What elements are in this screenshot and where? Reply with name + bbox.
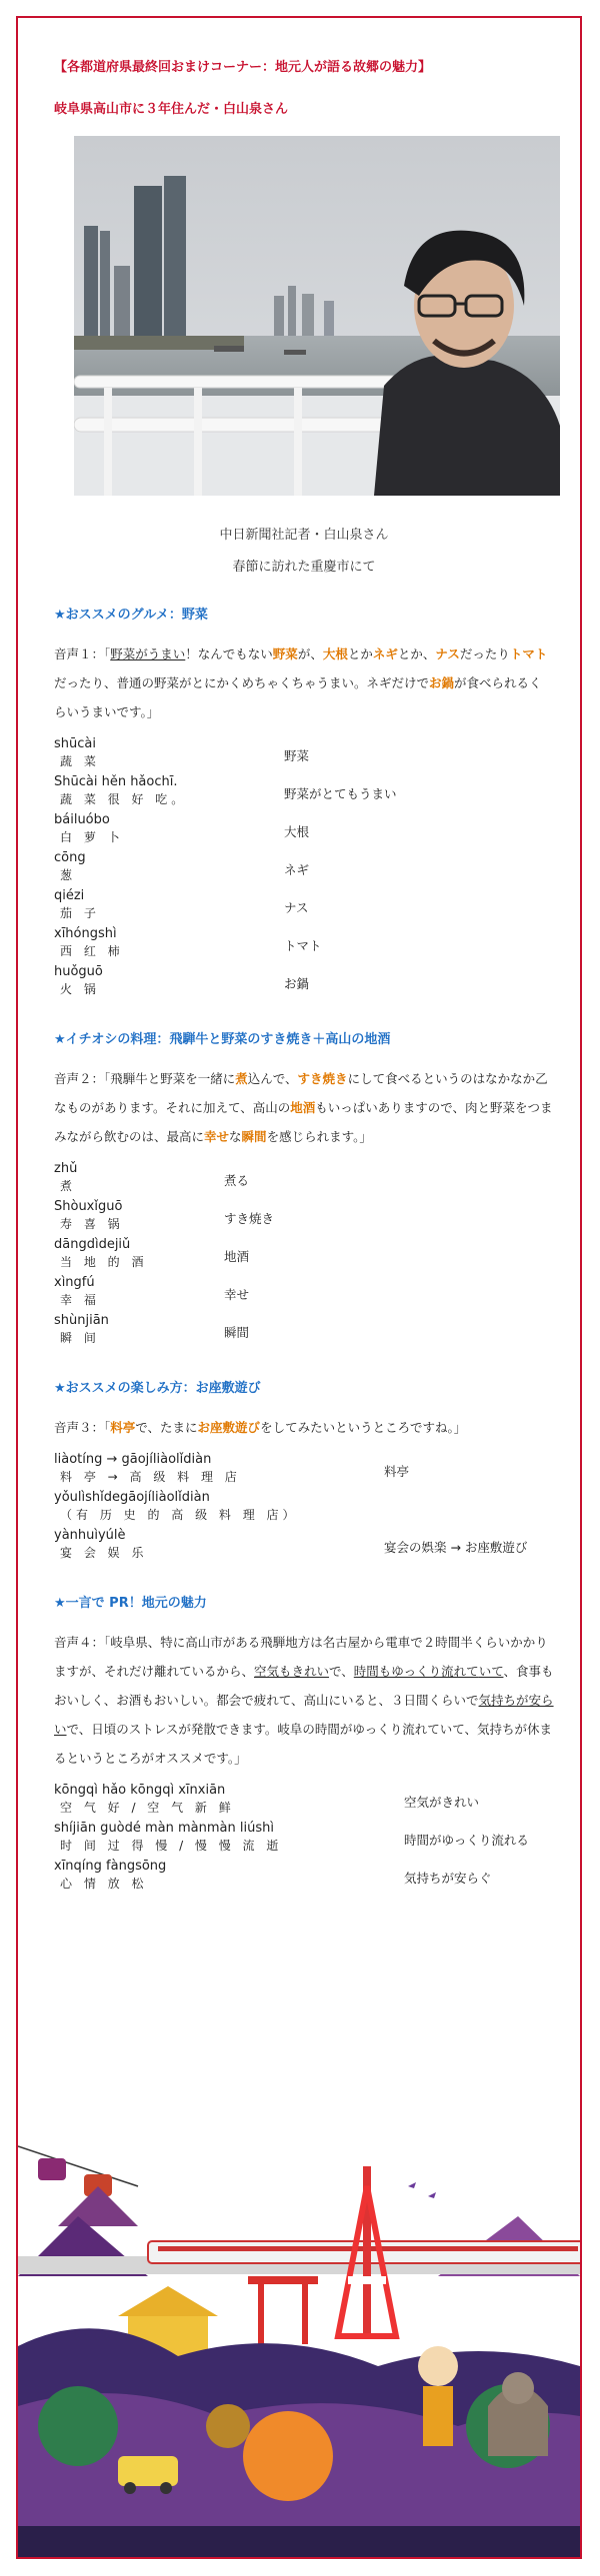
vocab-row — [54, 1452, 554, 1490]
underlined-phrase: 野菜がうまい — [110, 646, 186, 661]
highlight-word: 地酒 — [290, 1100, 316, 1115]
vocab-list-2 — [54, 1161, 554, 1351]
paragraph-text: もいっぱいありますので、 — [315, 1100, 466, 1115]
vocab-chinese: 寿 喜 锅 — [60, 1217, 124, 1231]
vocab-pinyin: xìngfú — [54, 1275, 95, 1290]
vocab-pinyin: shíjiān guòdé màn mànmàn liúshì — [54, 1821, 274, 1836]
highlight-word: 大根 — [322, 646, 348, 661]
vocab-chinese: 幸 福 — [60, 1293, 100, 1307]
underlined-phrase: いて — [478, 1664, 504, 1679]
vocab-chinese: 空 气 好 / 空 气 新 鲜 — [60, 1801, 235, 1815]
vocab-chinese: （有 历 史 的 高 级 料 理 店） — [60, 1508, 299, 1522]
highlight-word: すき焼き — [297, 1071, 348, 1086]
vocab-pinyin: yànhuìyúlè — [54, 1528, 126, 1543]
vocab-row — [54, 1313, 554, 1351]
vocab-pinyin: Shòuxǐguō — [54, 1199, 123, 1214]
section-title-pr: ★一言で PR！地元の魅力 — [54, 1596, 207, 1611]
paragraph-text: とか — [347, 646, 373, 661]
vocab-list-4 — [54, 1783, 554, 1897]
paragraph-text: 、食事もおいしく、お酒もおいしい。都会で疲れて、高山にいると、３日間くらい — [54, 1664, 554, 1708]
highlight-word: トマト — [509, 646, 548, 661]
vocab-japanese: ナス — [284, 900, 309, 915]
vocab-row — [54, 888, 554, 926]
vocab-chinese: 茄 子 — [60, 906, 100, 920]
paragraph-text: で — [466, 1693, 479, 1708]
vocab-pinyin: kōngqì hǎo kōngqì xīnxiān — [54, 1783, 226, 1798]
vocab-row — [54, 1783, 554, 1821]
vocab-list-1 — [54, 736, 554, 1002]
audio-paragraph-2 — [54, 1064, 554, 1151]
section-title-dish: ★イチオシの料理：飛騨牛と野菜のすき焼き＋高山の地酒 — [54, 1032, 391, 1047]
paragraph-text: ！なんでもない — [185, 646, 273, 661]
highlight-word: お座敷遊び — [197, 1420, 261, 1435]
highlight-word: 幸せ — [204, 1129, 230, 1144]
vocab-row — [54, 1859, 554, 1897]
paragraph-text: なかなか乙なものがあります。それに加えて、高山の — [54, 1071, 548, 1115]
vocab-japanese: 瞬間 — [224, 1325, 250, 1340]
highlight-word: 野菜 — [272, 646, 298, 661]
vocab-pinyin: cōng — [54, 850, 86, 865]
paragraph-text: 音声１：「 — [54, 646, 111, 661]
paragraph-text: が、 — [297, 646, 323, 661]
vocab-pinyin: shūcài — [54, 736, 96, 751]
paragraph-text: だったり、普通の野菜がとにかくめちゃくちゃうまい。ネギだけで — [54, 675, 430, 690]
vocab-chinese: 西 红 柿 — [60, 944, 124, 958]
highlight-word: 瞬間 — [241, 1129, 267, 1144]
vocab-row — [54, 1528, 554, 1566]
photo-caption: 中日新聞社記者・白山泉さん — [219, 528, 389, 543]
japan-landmarks-illustration — [18, 2126, 580, 2559]
vocab-japanese: 料亭 — [384, 1464, 410, 1479]
vocab-pinyin: huǒguō — [54, 964, 103, 979]
vocab-pinyin: shùnjiān — [54, 1313, 109, 1328]
vocab-chinese: 时 间 过 得 慢 / 慢 慢 流 逝 — [60, 1839, 283, 1853]
vocab-chinese: 宴 会 娱 乐 — [60, 1546, 148, 1560]
highlight-word: ナス — [435, 646, 460, 661]
vocab-japanese: 空気がきれい — [404, 1795, 480, 1810]
paragraph-text: だったり — [459, 646, 510, 661]
vocab-chinese: 瞬 间 — [60, 1331, 100, 1345]
underlined-phrase: 空気もきれい — [254, 1664, 330, 1679]
section-title-enjoy: ★おススメの楽しみ方：お座敷遊び — [54, 1381, 261, 1396]
paragraph-text: 音声３：「 — [54, 1420, 111, 1435]
vocab-row — [54, 1275, 554, 1313]
paragraph-text: を感じられます。」 — [266, 1129, 372, 1144]
vocab-pinyin: xīnqíng fàngsōng — [54, 1859, 167, 1874]
vocab-row — [54, 812, 554, 850]
section-title-gourmet: ★おススメのグルメ：野菜 — [54, 608, 208, 623]
paragraph-text: な — [229, 1129, 242, 1144]
vocab-japanese: お鍋 — [284, 976, 310, 991]
highlight-word: 料亭 — [110, 1420, 136, 1435]
vocab-japanese: 野菜 — [284, 748, 310, 763]
underlined-phrase: 気持ちが安らい — [54, 1693, 554, 1737]
article-header: 【各都道府県最終回おまけコーナー：地元人が語る故郷の魅力】 — [54, 60, 432, 75]
vocab-japanese: 煮る — [224, 1173, 250, 1188]
underlined-phrase: 時間もゆっくり流れて — [353, 1664, 479, 1679]
vocab-japanese: 時間がゆっくり流れる — [404, 1833, 529, 1848]
vocab-row — [54, 964, 554, 1002]
highlight-word: ネギ — [372, 646, 398, 661]
reporter-photo — [74, 136, 560, 496]
paragraph-text: が食べられるくらいうまいです。」 — [54, 675, 542, 719]
highlight-word: お鍋 — [429, 675, 455, 690]
vocab-pinyin: liàotíng → gāojíliàolǐdiàn — [54, 1452, 212, 1467]
vocab-chinese: 心 情 放 松 — [60, 1877, 148, 1891]
paragraph-text: にして食べるというのは — [347, 1071, 486, 1086]
vocab-japanese: 野菜がとてもうまい — [284, 786, 397, 801]
vocab-chinese: 当 地 的 酒 — [60, 1255, 148, 1269]
vocab-chinese: 料 亭 → 高 级 料 理 店 — [60, 1470, 241, 1484]
vocab-japanese: トマト — [284, 938, 322, 953]
paragraph-text: をしてみたいというところですね。」 — [260, 1420, 467, 1435]
paragraph-text: 肉と野菜をつまみながら飲むのは、最高に — [54, 1100, 553, 1144]
vocab-chinese: 火 锅 — [60, 982, 100, 996]
vocab-row — [54, 774, 554, 812]
vocab-row — [54, 1821, 554, 1859]
vocab-japanese: 気持ちが安らぐ — [404, 1871, 492, 1886]
vocab-row — [54, 1237, 554, 1275]
paragraph-text: くらいかかりますが、それだけ離れているから、 — [54, 1635, 548, 1679]
vocab-japanese: 大根 — [284, 824, 310, 839]
paragraph-text: で、たまに — [135, 1420, 198, 1435]
vocab-pinyin: qiézi — [54, 888, 85, 903]
audio-paragraph-4 — [54, 1628, 554, 1773]
photo-caption-location: 春節に訪れた重慶市にて — [232, 560, 376, 575]
vocab-pinyin: xīhóngshì — [54, 926, 117, 941]
vocab-japanese: 宴会の娯楽 → お座敷遊び — [384, 1540, 528, 1555]
paragraph-text: 込んで、 — [247, 1071, 298, 1086]
vocab-chinese: 蔬 菜 — [60, 754, 100, 768]
paragraph-text: いて、気持ちが休まるというところがオススメです。」 — [54, 1722, 553, 1766]
vocab-pinyin: báiluóbo — [54, 812, 110, 827]
paragraph-text: とか、 — [397, 646, 436, 661]
paragraph-text: 音声４：「岐阜県、特に高山市がある飛騨地方は名古屋から電車で２時間半 — [54, 1635, 473, 1650]
vocab-chinese: 蔬 菜 很 好 吃。 — [60, 792, 188, 806]
vocab-row — [54, 850, 554, 888]
page-frame — [16, 16, 582, 2559]
vocab-japanese: すき焼き — [224, 1211, 275, 1226]
vocab-chinese: 葱 — [60, 868, 77, 882]
article-subheader: 岐阜県高山市に３年住んだ・白山泉さん — [54, 102, 289, 117]
vocab-row — [54, 1199, 554, 1237]
audio-paragraph-3 — [54, 1413, 554, 1442]
paragraph-text: 音声２：「飛騨牛と野菜を一緒に — [54, 1071, 236, 1086]
vocab-japanese: ネギ — [284, 862, 310, 877]
vocab-row — [54, 1490, 554, 1528]
article — [54, 58, 554, 1897]
audio-paragraph-1 — [54, 640, 554, 726]
vocab-japanese: 幸せ — [224, 1287, 250, 1302]
paragraph-text: で、日頃のストレスが発散できます。岐阜の時間がゆっくり流れて — [66, 1722, 440, 1737]
vocab-pinyin: zhǔ — [54, 1161, 78, 1176]
vocab-pinyin: Shūcài hěn hǎochī. — [54, 774, 178, 789]
highlight-word: 煮 — [235, 1071, 248, 1086]
paragraph-text: で、 — [329, 1664, 354, 1679]
vocab-list-3 — [54, 1452, 554, 1566]
vocab-pinyin: dāngdìdejiǔ — [54, 1237, 131, 1252]
vocab-chinese: 白 萝 卜 — [60, 830, 124, 844]
vocab-row — [54, 926, 554, 964]
vocab-japanese: 地酒 — [224, 1249, 250, 1264]
photo-illustration — [74, 136, 560, 496]
vocab-pinyin: yǒulìshǐdegāojíliàolǐdiàn — [54, 1490, 210, 1505]
vocab-row — [54, 736, 554, 774]
vocab-chinese: 煮 — [60, 1179, 77, 1193]
vocab-row — [54, 1161, 554, 1199]
